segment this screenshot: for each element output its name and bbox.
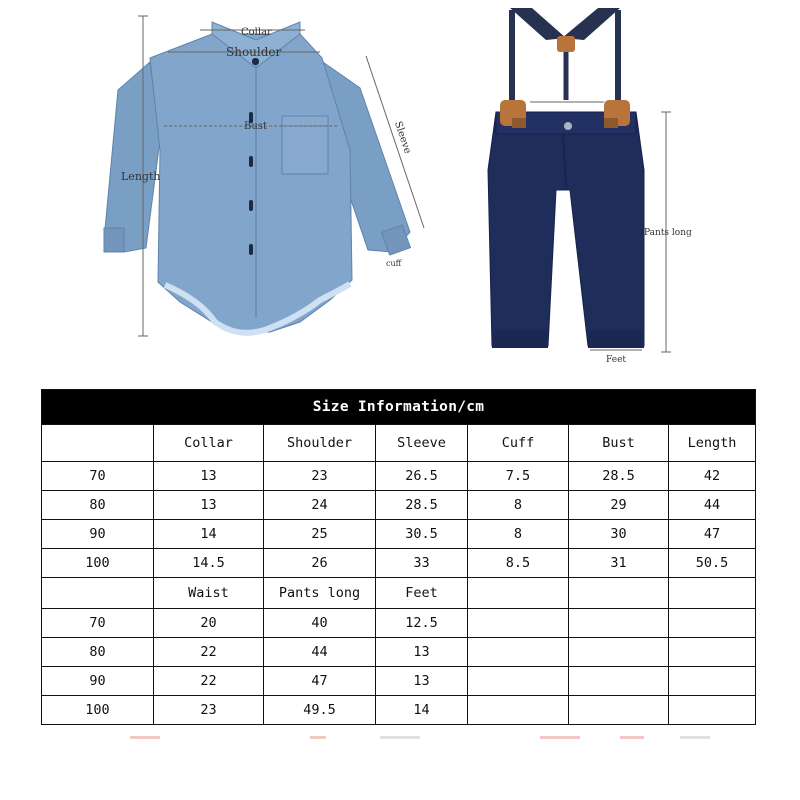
table-cell: 14 (154, 520, 264, 549)
table-cell (468, 609, 569, 638)
table-title: Size Information/cm (42, 390, 756, 425)
table-cell (669, 638, 756, 667)
pants-size-row (42, 696, 756, 725)
table-cell: 23 (154, 696, 264, 725)
table-cell (569, 696, 669, 725)
table-cell: 22 (154, 638, 264, 667)
table-cell (468, 696, 569, 725)
shirt-size-row (42, 491, 756, 520)
table-cell: 20 (154, 609, 264, 638)
table-cell: Shoulder (264, 425, 376, 462)
table-cell: 47 (264, 667, 376, 696)
table-cell: 13 (376, 667, 468, 696)
table-cell (468, 638, 569, 667)
table-cell: 8 (468, 520, 569, 549)
table-cell (569, 638, 669, 667)
pants-header-row (42, 578, 756, 609)
table-cell (42, 578, 154, 609)
table-cell: 47 (669, 520, 756, 549)
table-cell: 7.5 (468, 462, 569, 491)
table-cell (669, 609, 756, 638)
table-cell: 25 (264, 520, 376, 549)
table-cell: 44 (264, 638, 376, 667)
pants-long-label: Pants long (644, 228, 692, 238)
table-cell: Length (669, 425, 756, 462)
table-cell: Feet (376, 578, 468, 609)
length-label: Length (121, 170, 161, 183)
table-cell: 24 (264, 491, 376, 520)
table-cell: 80 (42, 491, 154, 520)
table-cell: 70 (42, 462, 154, 491)
table-cell (669, 667, 756, 696)
shirt-size-row (42, 549, 756, 578)
table-cell: 90 (42, 667, 154, 696)
table-cell: 12.5 (376, 609, 468, 638)
faded-footer-marks (60, 735, 740, 741)
table-cell: 28.5 (376, 491, 468, 520)
table-cell: 80 (42, 638, 154, 667)
table-cell: 90 (42, 520, 154, 549)
shirt-header-row (42, 425, 756, 462)
table-cell: 30 (569, 520, 669, 549)
table-cell: Bust (569, 425, 669, 462)
suspender-pants-image (488, 8, 644, 348)
table-cell: 13 (154, 491, 264, 520)
table-cell: 28.5 (569, 462, 669, 491)
table-cell (468, 578, 569, 609)
shirt-size-row (42, 462, 756, 491)
table-cell: 29 (569, 491, 669, 520)
table-cell: 8 (468, 491, 569, 520)
table-cell: 33 (376, 549, 468, 578)
pants-size-row (42, 667, 756, 696)
table-cell: Waist (154, 578, 264, 609)
table-cell: 31 (569, 549, 669, 578)
shoulder-label: Shoulder (226, 45, 282, 59)
feet-label: Feet (606, 355, 627, 365)
table-cell: 44 (669, 491, 756, 520)
bust-label: Bust (244, 121, 267, 132)
table-cell (42, 425, 154, 462)
table-cell: 100 (42, 696, 154, 725)
cuff-label: cuff (386, 259, 402, 268)
collar-label: Collar (241, 27, 272, 38)
table-cell: 23 (264, 462, 376, 491)
table-cell: 100 (42, 549, 154, 578)
table-cell: 50.5 (669, 549, 756, 578)
table-cell: 26 (264, 549, 376, 578)
table-cell: 14.5 (154, 549, 264, 578)
table-cell: 13 (154, 462, 264, 491)
table-cell: 42 (669, 462, 756, 491)
table-cell: Sleeve (376, 425, 468, 462)
pants-size-row (42, 609, 756, 638)
pants-size-row (42, 638, 756, 667)
table-cell: Collar (154, 425, 264, 462)
table-cell: Cuff (468, 425, 569, 462)
table-cell: 22 (154, 667, 264, 696)
table-cell (569, 609, 669, 638)
table-cell: 14 (376, 696, 468, 725)
table-cell (669, 578, 756, 609)
table-cell: 30.5 (376, 520, 468, 549)
sleeve-label: Sleeve (392, 120, 413, 156)
table-cell (569, 667, 669, 696)
table-cell: 8.5 (468, 549, 569, 578)
table-cell: Pants long (264, 578, 376, 609)
table-cell: 26.5 (376, 462, 468, 491)
table-cell: 13 (376, 638, 468, 667)
table-cell (669, 696, 756, 725)
table-cell (569, 578, 669, 609)
table-cell (468, 667, 569, 696)
product-illustration (0, 0, 800, 380)
size-table (41, 389, 756, 725)
table-cell: 40 (264, 609, 376, 638)
shirt-size-row (42, 520, 756, 549)
table-cell: 70 (42, 609, 154, 638)
table-cell: 49.5 (264, 696, 376, 725)
